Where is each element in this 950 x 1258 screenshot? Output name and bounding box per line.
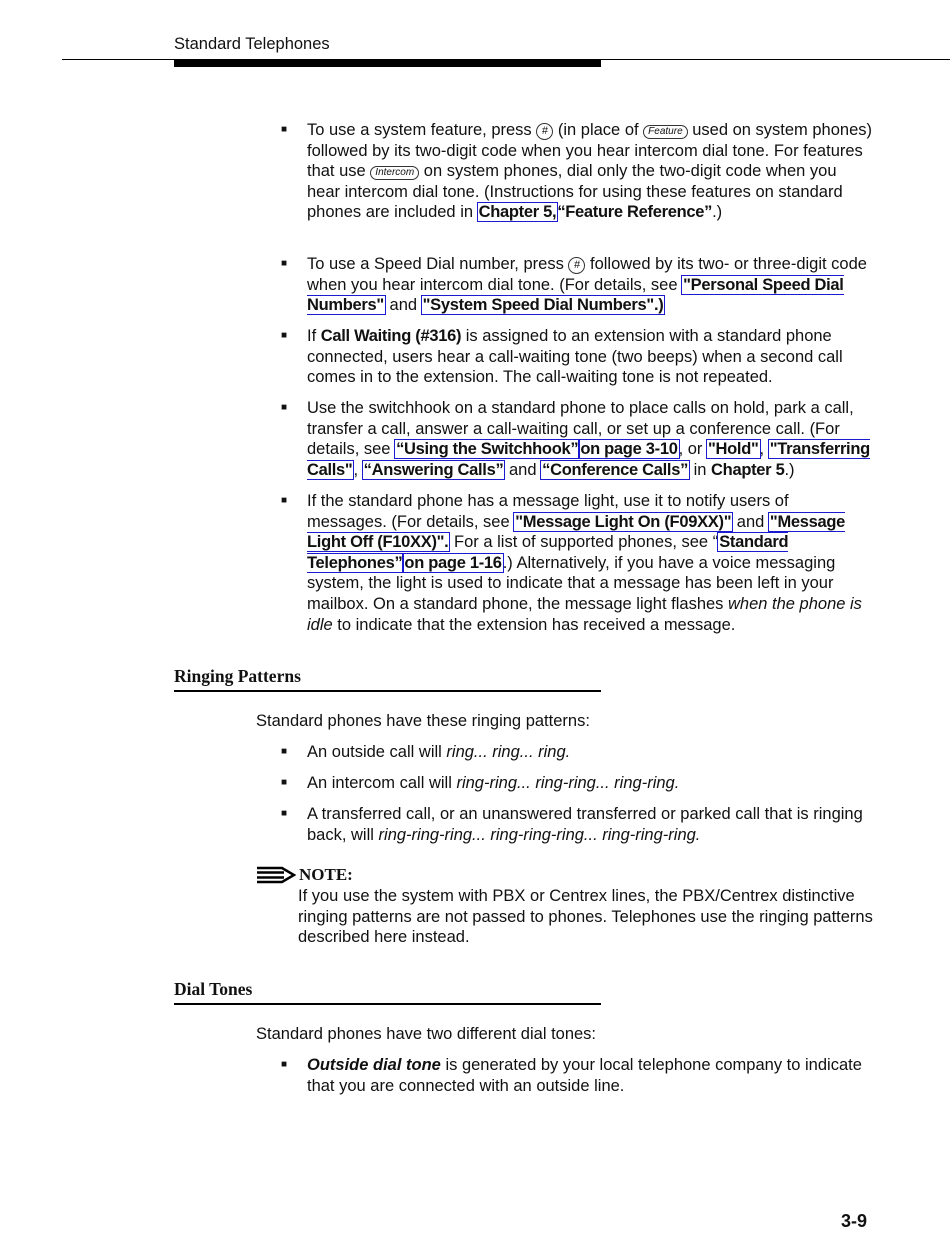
list-item: An intercom call will ring-ring... ring-ring... ring-ring.	[307, 774, 680, 792]
list-item: If Call Waiting (#316) is assigned to an extension with a standard phone connected, users hear a call-waiting tone (two beeps) when a second call comes in to the extension. The call-waiting tone is not repeated.	[307, 327, 843, 387]
note-label: NOTE:	[299, 865, 353, 884]
list-item: To use a Speed Dial number, press # followed by its two- or three-digit code when you hear intercom dial tone. (For details, see "Personal Speed Dial Numbers" and "System Speed Dial Numbers".)	[307, 255, 867, 315]
dial-intro: Standard phones have two different dial tones:	[256, 1025, 597, 1043]
ringing-intro: Standard phones have these ringing patterns:	[256, 712, 590, 730]
link-conference-calls[interactable]: “Conference Calls”	[542, 460, 689, 479]
link-page-1-16[interactable]: on page 1-16	[404, 553, 502, 572]
list-item: To use a system feature, press # (in place of Feature used on system phones) followed by its two-digit code when you hear intercom dial tone. For features that use Intercom on system phones, dial only the two-digit code when you hear intercom dial tone. (Instructions for using these features on standard phones are included in Chapter 5,“Feature Reference”.)	[307, 121, 872, 222]
link-standard-telephones[interactable]: Standard Telephones”	[307, 533, 789, 572]
section-title-dial-tones: Dial Tones	[174, 979, 253, 999]
link-message-light-off[interactable]: "Message Light Off (F10XX)".	[307, 512, 846, 552]
bullet-marker: ■	[281, 495, 288, 506]
bullet-marker: ■	[281, 330, 288, 341]
bullet-marker: ■	[281, 777, 288, 788]
intercom-key-icon: Intercom	[370, 166, 419, 180]
bullet-marker: ■	[281, 258, 288, 269]
list-item: A transferred call, or an unanswered transferred or parked call that is ringing back, will ring-ring-ring... ring-ring-ring... ring-ring-ring.	[307, 805, 863, 844]
link-page-3-10[interactable]: on page 3-10	[580, 440, 678, 459]
hash-key-icon: #	[568, 257, 585, 274]
section-rule	[174, 1003, 601, 1005]
header-thick-rule	[174, 60, 601, 67]
link-transferring-calls[interactable]: "Transferring Calls"	[307, 440, 870, 479]
feature-key-icon: Feature	[643, 125, 687, 139]
running-header: Standard Telephones	[174, 35, 330, 53]
list-item: Outside dial tone is generated by your local telephone company to indicate that you are connected with an outside line.	[307, 1056, 862, 1095]
hash-key-icon: #	[536, 123, 553, 140]
bullet-marker: ■	[281, 402, 288, 413]
link-personal-speed-dial[interactable]: "Personal Speed Dial Numbers"	[307, 275, 844, 315]
list-item: If the standard phone has a message light, use it to notify users of messages. (For details, see "Message Light On (F09XX)" and "Message Light Off (F10XX)". For a list of supported phones, see “Standard Telephones” on page 1-16.) Alternatively, if you have a voice messaging system, the light is used to indicate that a message has been left in your mailbox. On a standard phone, the message light flashes when the phone is idle to indicate that the extension has received a message.	[307, 492, 862, 634]
link-system-speed-dial[interactable]: "System Speed Dial Numbers".)	[422, 296, 664, 315]
section-title-ringing: Ringing Patterns	[174, 666, 301, 686]
section-rule	[174, 690, 601, 692]
note-pencil-icon	[256, 866, 296, 884]
bullet-marker: ■	[281, 1059, 288, 1070]
bullet-marker: ■	[281, 124, 288, 135]
link-hold[interactable]: "Hold"	[708, 440, 759, 459]
link-using-switchhook[interactable]: “Using the Switchhook”	[396, 440, 579, 459]
link-chapter-5[interactable]: Chapter 5,	[478, 203, 557, 222]
page-number: 3-9	[841, 1211, 868, 1231]
link-message-light-on[interactable]: "Message Light On (F09XX)"	[515, 512, 732, 531]
note-text: If you use the system with PBX or Centrex lines, the PBX/Centrex distinctive ringing patterns are not passed to phones. Telephones use the ringing patterns described here instead.	[298, 887, 873, 947]
bullet-marker: ■	[281, 746, 288, 757]
bullet-marker: ■	[281, 808, 288, 819]
list-item: An outside call will ring... ring... ring.	[307, 743, 571, 761]
list-item: Use the switchhook on a standard phone to place calls on hold, park a call, transfer a call, answer a call-waiting call, or set up a conference call. (For details, see “Using the Switchhook” on page 3-10, or "Hold", "Transferring Calls", “Answering Calls” and “Conference Calls” in Chapter 5.)	[307, 399, 870, 479]
link-answering-calls[interactable]: “Answering Calls”	[363, 460, 504, 479]
